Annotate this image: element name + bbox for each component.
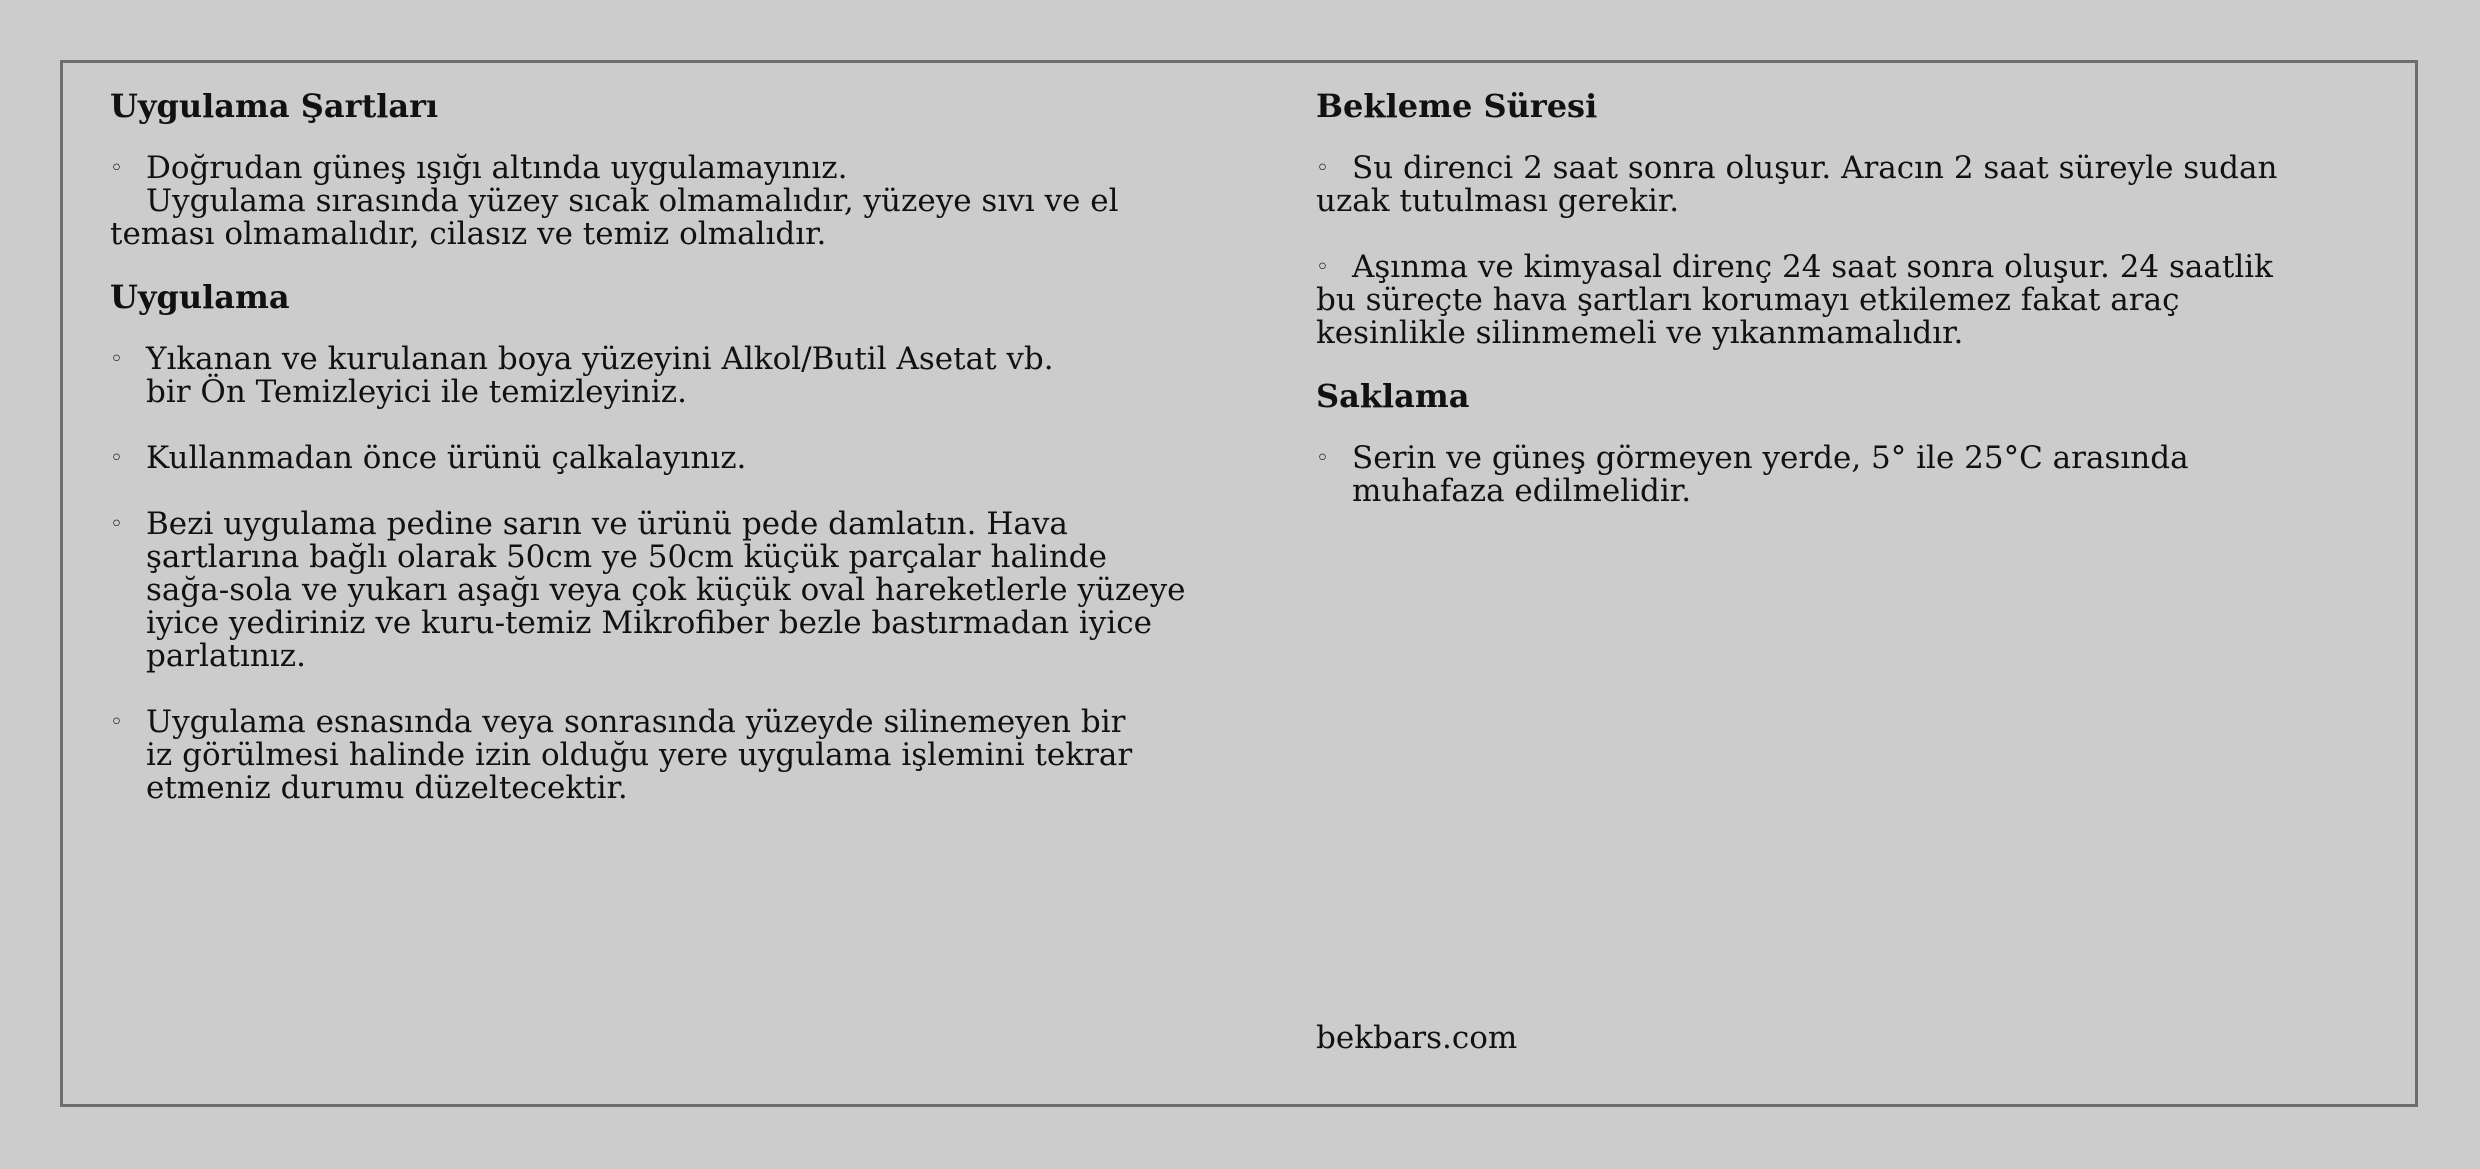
bullet-icon: ◦ <box>110 512 123 537</box>
list-item: ◦ Uygulama esnasında veya sonrasında yüzeyde silinemeyen bir iz görülmesi halinde izin olduğu yere uygulama işlemini tekrar etmeniz durumu düzeltecektir. <box>110 704 1133 806</box>
bullet-icon: ◦ <box>1316 156 1329 181</box>
right-column <box>1316 86 2336 508</box>
bullet-icon: ◦ <box>110 156 123 181</box>
website-footer: bekbars.com <box>1316 1020 1518 1056</box>
left-column <box>110 86 1210 805</box>
list-item: ◦ Doğrudan güneş ışığı altında uygulamayınız. Uygulama sırasında yüzey sıcak olmamalıdır, yüzeye sıvı ve el teması olmamalıdır, cilasız ve temiz olmalıdır. <box>110 150 1119 252</box>
bullet-icon: ◦ <box>1316 255 1329 280</box>
section-title-application-conditions: Uygulama Şartları <box>110 87 439 125</box>
section-title-application: Uygulama <box>110 278 290 316</box>
section-title-storage: Saklama <box>1316 377 1470 415</box>
bullet-icon: ◦ <box>1316 446 1329 471</box>
section-title-waiting-time: Bekleme Süresi <box>1316 87 1598 125</box>
bullet-icon: ◦ <box>110 446 123 471</box>
list-item: ◦ Aşınma ve kimyasal direnç 24 saat sonra oluşur. 24 saatlik bu süreçte hava şartları korumayı etkilemez fakat araç kesinlikle silinmemeli ve yıkanmamalıdır. <box>1316 249 2273 351</box>
list-item: ◦ Yıkanan ve kurulanan boya yüzeyini Alkol/Butil Asetat vb. bir Ön Temizleyici ile temizleyiniz. <box>110 341 1054 410</box>
list-item: ◦ Kullanmadan önce ürünü çalkalayınız. <box>110 440 747 476</box>
bullet-icon: ◦ <box>110 347 123 372</box>
bullet-icon: ◦ <box>110 710 123 735</box>
list-item: ◦ Bezi uygulama pedine sarın ve ürünü pede damlatın. Hava şartlarına bağlı olarak 50cm ye 50cm küçük parçalar halinde sağa-sola ve yukarı aşağı veya çok küçük oval hareketlerle yüzeye iyice yediriniz ve kuru-temiz Mikrofiber bezle bastırmadan iyice parlatınız. <box>110 506 1186 674</box>
list-item: ◦ Serin ve güneş görmeyen yerde, 5° ile 25°C arasında muhafaza edilmelidir. <box>1316 440 2189 509</box>
list-item: ◦ Su direnci 2 saat sonra oluşur. Aracın 2 saat süreyle sudan uzak tutulması gerekir. <box>1316 150 2278 219</box>
